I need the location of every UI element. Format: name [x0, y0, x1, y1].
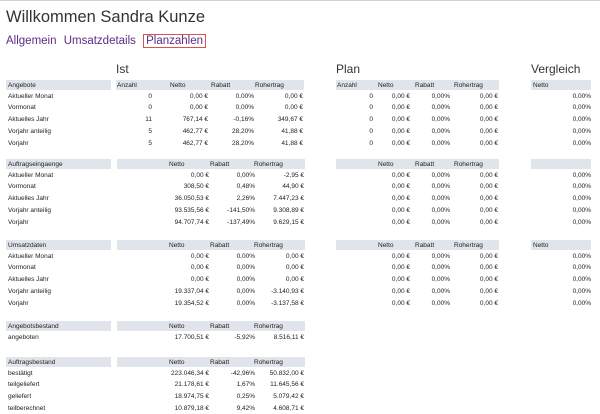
section-plan-title: Plan — [336, 62, 361, 76]
table-header — [531, 240, 591, 250]
cell-netto: 0,00 € — [190, 276, 209, 284]
cell-anzahl: 0 — [369, 139, 373, 147]
col-netto: Netto — [169, 322, 185, 330]
cell-netto: 462,77 € — [182, 139, 208, 147]
row-label — [6, 331, 111, 343]
window-top-border — [0, 0, 600, 1]
group-header — [6, 321, 111, 331]
table-row — [117, 250, 305, 262]
col-netto: Netto — [169, 241, 185, 249]
row-label-text: Aktuelles Jahr — [8, 276, 49, 284]
table-header — [531, 80, 591, 90]
cell-netto: 0,00 € — [391, 299, 410, 307]
group-title: Auftragsbestand — [8, 358, 56, 366]
row-label — [6, 297, 111, 309]
row-label-text: Vorjahr — [8, 299, 29, 307]
cell-rabatt: 0,25% — [236, 393, 255, 401]
col-netto: Netto — [170, 81, 186, 89]
row-label — [6, 181, 111, 193]
cell-anzahl: 0 — [369, 104, 373, 112]
table-row — [116, 114, 304, 126]
row-label-text: Aktueller Monat — [8, 92, 54, 100]
ist-table — [117, 321, 305, 343]
cell-rohertrag: -3.137,58 € — [271, 299, 304, 307]
cell-rabatt: 0,00% — [431, 183, 450, 191]
ist-table — [117, 159, 305, 228]
col-rabatt: Rabatt — [210, 241, 230, 249]
table-header — [531, 159, 591, 169]
table-row — [117, 193, 305, 205]
cell-rohertrag: 9.308,89 € — [273, 206, 304, 214]
row-label-text: Vorjahr — [8, 139, 29, 147]
cell-rohertrag: 0,00 € — [479, 264, 498, 272]
cell-vergleich: 0,00% — [572, 276, 591, 284]
cell-rohertrag: 0,00 € — [479, 287, 498, 295]
row-label — [6, 285, 111, 297]
cell-vergleich: 0,00% — [572, 287, 591, 295]
cell-netto: 21.178,61 € — [174, 381, 209, 389]
cell-rohertrag: 0,00 € — [479, 299, 498, 307]
col-rohertrag: Rohertrag — [254, 358, 283, 366]
cell-anzahl: 5 — [148, 139, 152, 147]
table-row — [531, 250, 591, 262]
cell-rabatt: 0,00% — [431, 127, 450, 135]
table-row — [117, 379, 305, 391]
cell-rabatt: -5,92% — [234, 333, 255, 341]
row-label — [6, 367, 111, 379]
row-label-text: Vormonat — [8, 264, 36, 272]
table-row — [336, 137, 499, 149]
table-row — [336, 181, 499, 193]
cell-rabatt: 0,00% — [431, 195, 450, 203]
cell-rohertrag: 5.079,42 € — [273, 393, 304, 401]
table-row — [336, 193, 499, 205]
cell-rabatt: 28,20% — [231, 127, 254, 135]
cell-rabatt: -42,96% — [230, 369, 255, 377]
table-row — [116, 90, 304, 102]
col-netto: Netto — [533, 241, 549, 249]
cell-rabatt: 0,00% — [431, 252, 450, 260]
cell-rohertrag: 0,00 € — [479, 171, 498, 179]
table-header — [117, 240, 305, 250]
cell-rohertrag: 11.645,56 € — [270, 381, 304, 389]
table-row — [531, 169, 591, 181]
table-row — [117, 216, 305, 228]
plan-table — [336, 80, 499, 149]
col-anzahl: Anzahl — [117, 81, 137, 89]
cell-netto: 223.046,34 € — [171, 369, 209, 377]
col-anzahl: Anzahl — [337, 81, 357, 89]
table-header — [336, 240, 499, 250]
col-rohertrag: Rohertrag — [254, 322, 283, 330]
cell-rabatt: 0,00% — [431, 171, 450, 179]
cell-netto: 0,00 € — [391, 171, 410, 179]
cell-rohertrag: 0,00 € — [479, 206, 498, 214]
cell-rohertrag: 44,90 € — [282, 183, 304, 191]
cell-vergleich: 0,00% — [572, 252, 591, 260]
cell-netto: 0,00 € — [391, 116, 410, 124]
table-row — [117, 169, 305, 181]
cell-rohertrag: 9.629,15 € — [273, 218, 304, 226]
row-label — [6, 379, 111, 391]
cell-rohertrag: 8.516,11 € — [273, 333, 304, 341]
table-row — [531, 114, 591, 126]
cell-anzahl: 0 — [369, 116, 373, 124]
table-row — [531, 125, 591, 137]
col-rabatt: Rabatt — [210, 322, 230, 330]
col-rohertrag: Rohertrag — [454, 160, 483, 168]
cell-rohertrag: 0,00 € — [479, 104, 498, 112]
cell-rohertrag: 0,00 € — [284, 92, 303, 100]
cell-rabatt: 0,00% — [431, 104, 450, 112]
cell-rabatt: -141,50% — [227, 206, 255, 214]
group-header — [6, 80, 111, 90]
col-rohertrag: Rohertrag — [254, 241, 283, 249]
cell-rabatt: 0,00% — [431, 218, 450, 226]
cell-netto: 0,00 € — [391, 287, 410, 295]
cell-rabatt: 0,00% — [431, 206, 450, 214]
table-row — [531, 274, 591, 286]
row-label-text: Aktueller Monat — [8, 252, 54, 260]
table-row — [531, 262, 591, 274]
cell-anzahl: 0 — [369, 92, 373, 100]
cell-rabatt: 0,00% — [431, 299, 450, 307]
table-row — [336, 274, 499, 286]
cell-anzahl: 11 — [145, 116, 152, 124]
table-header — [117, 321, 305, 331]
cell-netto: 0,00 € — [190, 171, 209, 179]
row-label-text: angeboten — [8, 333, 39, 341]
cell-netto: 0,00 € — [391, 264, 410, 272]
row-label-text: Vorjahr anteilig — [8, 287, 51, 295]
table-row — [336, 250, 499, 262]
group-title: Angebotsbestand — [8, 322, 59, 330]
table-row — [117, 402, 305, 414]
cell-netto: 36.050,53 € — [174, 195, 209, 203]
row-label — [6, 391, 111, 403]
row-label-text: teilberechnet — [8, 404, 46, 412]
cell-netto: 0,00 € — [391, 195, 410, 203]
group-label-block — [6, 240, 111, 309]
cell-rabatt: 0,00% — [236, 252, 255, 260]
group-label-block — [6, 80, 111, 149]
row-label — [6, 402, 111, 414]
table-row — [336, 125, 499, 137]
col-rabatt: Rabatt — [415, 81, 435, 89]
table-row — [117, 204, 305, 216]
table-row — [336, 262, 499, 274]
cell-netto: 462,77 € — [182, 127, 208, 135]
col-rabatt: Rabatt — [210, 358, 230, 366]
tab-planzahlen[interactable]: Planzahlen — [143, 34, 206, 48]
cell-rohertrag: 0,00 € — [285, 276, 304, 284]
cell-rabatt: 0,00% — [431, 276, 450, 284]
tab-bar — [6, 35, 210, 47]
row-label — [6, 193, 111, 205]
table-row — [336, 102, 499, 114]
cell-rohertrag: 41,88 € — [281, 139, 303, 147]
cell-rohertrag: 0,00 € — [479, 276, 498, 284]
row-label-text: Aktuelles Jahr — [8, 116, 49, 124]
vergleich-table — [531, 159, 591, 228]
cell-rohertrag: 0,00 € — [479, 195, 498, 203]
group-header — [6, 357, 111, 367]
cell-netto: 0,00 € — [391, 104, 410, 112]
cell-rabatt: -0,16% — [233, 116, 254, 124]
cell-netto: 0,00 € — [190, 252, 209, 260]
cell-rabatt: 0,00% — [236, 276, 255, 284]
row-label — [6, 125, 111, 137]
row-label-text: Aktuelles Jahr — [8, 195, 49, 203]
row-label-text: teilgeliefert — [8, 381, 40, 389]
cell-rabatt: 0,00% — [431, 287, 450, 295]
cell-netto: 0,00 € — [391, 252, 410, 260]
plan-table — [336, 159, 499, 228]
table-row — [336, 216, 499, 228]
cell-rohertrag: 0,00 € — [479, 92, 498, 100]
cell-rohertrag: 0,00 € — [479, 218, 498, 226]
row-label-text: geliefert — [8, 393, 32, 401]
table-row — [531, 285, 591, 297]
cell-vergleich: 0,00% — [572, 218, 591, 226]
cell-rabatt: 0,00% — [236, 287, 255, 295]
cell-rohertrag: 0,00 € — [479, 139, 498, 147]
col-netto: Netto — [378, 160, 394, 168]
cell-rohertrag: 0,00 € — [284, 104, 303, 112]
cell-netto: 10.879,18 € — [174, 404, 209, 412]
cell-netto: 0,00 € — [189, 104, 208, 112]
cell-netto: 18.974,75 € — [174, 393, 209, 401]
col-netto: Netto — [169, 160, 185, 168]
table-row — [336, 204, 499, 216]
col-rabatt: Rabatt — [211, 81, 231, 89]
cell-rabatt: 0,00% — [431, 116, 450, 124]
cell-rabatt: 0,00% — [236, 299, 255, 307]
cell-netto: 0,00 € — [190, 264, 209, 272]
table-row — [117, 331, 305, 343]
cell-netto: 308,50 € — [183, 183, 209, 191]
cell-vergleich: 0,00% — [572, 104, 591, 112]
row-label-text: Vorjahr anteilig — [8, 127, 51, 135]
table-row — [116, 102, 304, 114]
table-row — [117, 297, 305, 309]
cell-vergleich: 0,00% — [572, 139, 591, 147]
table-row — [531, 90, 591, 102]
cell-vergleich: 0,00% — [572, 183, 591, 191]
cell-netto: 0,00 € — [391, 92, 410, 100]
col-netto: Netto — [378, 81, 394, 89]
ist-table — [117, 357, 305, 414]
row-label-text: Vorjahr — [8, 218, 29, 226]
cell-rabatt: 0,00% — [431, 139, 450, 147]
table-row — [336, 285, 499, 297]
cell-vergleich: 0,00% — [572, 92, 591, 100]
table-row — [531, 216, 591, 228]
table-header — [336, 80, 499, 90]
row-label-text: Vorjahr anteilig — [8, 206, 51, 214]
table-row — [116, 125, 304, 137]
row-label-text: Vormonat — [8, 183, 36, 191]
table-row — [336, 169, 499, 181]
group-label-block — [6, 159, 111, 228]
row-label — [6, 90, 111, 102]
group-label-block — [6, 357, 111, 414]
cell-rabatt: -137,49% — [227, 218, 255, 226]
table-row — [117, 367, 305, 379]
table-row — [336, 114, 499, 126]
cell-netto: 767,14 € — [182, 116, 208, 124]
row-label — [6, 274, 111, 286]
section-vergleich-title: Vergleich — [531, 62, 581, 76]
row-label — [6, 137, 111, 149]
row-label — [6, 216, 111, 228]
page-title: Willkommen Sandra Kunze — [6, 8, 205, 26]
table-row — [116, 137, 304, 149]
cell-rohertrag: 0,00 € — [479, 252, 498, 260]
table-header — [336, 159, 499, 169]
table-row — [531, 137, 591, 149]
cell-rohertrag: 0,00 € — [285, 252, 304, 260]
row-label — [6, 102, 111, 114]
cell-rohertrag: 0,00 € — [479, 183, 498, 191]
vergleich-table — [531, 80, 591, 149]
table-row — [117, 285, 305, 297]
cell-rabatt: 9,42% — [236, 404, 255, 412]
cell-anzahl: 0 — [148, 104, 152, 112]
col-netto: Netto — [378, 241, 394, 249]
cell-vergleich: 0,00% — [572, 116, 591, 124]
row-label — [6, 169, 111, 181]
tab-umsatzdetails[interactable]: Umsatzdetails — [63, 35, 136, 47]
cell-rabatt: 0,00% — [431, 92, 450, 100]
table-row — [117, 262, 305, 274]
cell-rabatt: 28,20% — [231, 139, 254, 147]
cell-netto: 0,00 € — [189, 92, 208, 100]
col-netto: Netto — [169, 358, 185, 366]
row-label — [6, 262, 111, 274]
row-label — [6, 250, 111, 262]
cell-netto: 0,00 € — [391, 183, 410, 191]
cell-rohertrag: 0,00 € — [285, 264, 304, 272]
col-rabatt: Rabatt — [415, 160, 435, 168]
ist-table — [117, 240, 305, 309]
cell-rabatt: 1,67% — [236, 381, 255, 389]
cell-netto: 0,00 € — [391, 139, 410, 147]
cell-netto: 19.354,52 € — [174, 299, 209, 307]
cell-rohertrag: -2,95 € — [283, 171, 304, 179]
col-rohertrag: Rohertrag — [454, 81, 483, 89]
col-netto: Netto — [533, 81, 549, 89]
col-rabatt: Rabatt — [415, 241, 435, 249]
group-title: Auftragseingaenge — [8, 160, 63, 168]
cell-rabatt: 0,00% — [235, 104, 254, 112]
tab-allgemein[interactable]: Allgemein — [6, 35, 57, 47]
table-row — [531, 102, 591, 114]
row-label-text: Vormonat — [8, 104, 36, 112]
group-title: Umsatzdaten — [8, 241, 47, 249]
table-row — [531, 204, 591, 216]
cell-rohertrag: 0,00 € — [479, 127, 498, 135]
table-row — [336, 297, 499, 309]
cell-rabatt: 0,48% — [236, 183, 255, 191]
row-label — [6, 204, 111, 216]
row-label-text: bestätigt — [8, 369, 33, 377]
table-row — [531, 181, 591, 193]
col-rabatt: Rabatt — [210, 160, 230, 168]
plan-table — [336, 240, 499, 309]
cell-vergleich: 0,00% — [572, 195, 591, 203]
cell-netto: 94.707,74 € — [174, 218, 209, 226]
cell-vergleich: 0,00% — [572, 206, 591, 214]
table-row — [531, 297, 591, 309]
cell-netto: 0,00 € — [391, 276, 410, 284]
cell-netto: 0,00 € — [391, 127, 410, 135]
group-title: Angebote — [8, 81, 36, 89]
table-header — [117, 357, 305, 367]
ist-table — [116, 80, 304, 149]
cell-rohertrag: 7.447,23 € — [273, 195, 304, 203]
cell-vergleich: 0,00% — [572, 299, 591, 307]
col-rohertrag: Rohertrag — [454, 241, 483, 249]
table-row — [117, 274, 305, 286]
vergleich-table — [531, 240, 591, 309]
cell-rohertrag: 41,88 € — [281, 127, 303, 135]
cell-rohertrag: 349,67 € — [277, 116, 303, 124]
cell-vergleich: 0,00% — [572, 171, 591, 179]
cell-rabatt: 0,00% — [236, 171, 255, 179]
table-row — [117, 391, 305, 403]
table-row — [336, 90, 499, 102]
cell-rabatt: 0,00% — [431, 264, 450, 272]
row-label-text: Aktueller Monat — [8, 171, 54, 179]
group-label-block — [6, 321, 111, 343]
cell-anzahl: 0 — [369, 127, 373, 135]
cell-netto: 17.700,51 € — [174, 333, 209, 341]
cell-netto: 93.535,56 € — [174, 206, 209, 214]
cell-rohertrag: 50.832,00 € — [269, 369, 304, 377]
cell-rabatt: 0,00% — [235, 92, 254, 100]
cell-anzahl: 5 — [148, 127, 152, 135]
cell-rohertrag: 4.608,71 € — [273, 404, 304, 412]
col-rohertrag: Rohertrag — [254, 160, 283, 168]
row-label — [6, 114, 111, 126]
cell-rohertrag: -3.140,93 € — [271, 287, 304, 295]
cell-rabatt: 0,00% — [236, 264, 255, 272]
cell-vergleich: 0,00% — [572, 264, 591, 272]
cell-anzahl: 0 — [148, 92, 152, 100]
cell-netto: 0,00 € — [391, 206, 410, 214]
cell-rabatt: 2,26% — [236, 195, 255, 203]
group-header — [6, 159, 111, 169]
cell-vergleich: 0,00% — [572, 127, 591, 135]
group-header — [6, 240, 111, 250]
cell-netto: 0,00 € — [391, 218, 410, 226]
table-row — [531, 193, 591, 205]
section-ist-title: Ist — [116, 62, 129, 76]
col-rohertrag: Rohertrag — [255, 81, 284, 89]
cell-rohertrag: 0,00 € — [479, 116, 498, 124]
table-header — [116, 80, 304, 90]
cell-netto: 19.337,04 € — [174, 287, 209, 295]
table-header — [117, 159, 305, 169]
table-row — [117, 181, 305, 193]
